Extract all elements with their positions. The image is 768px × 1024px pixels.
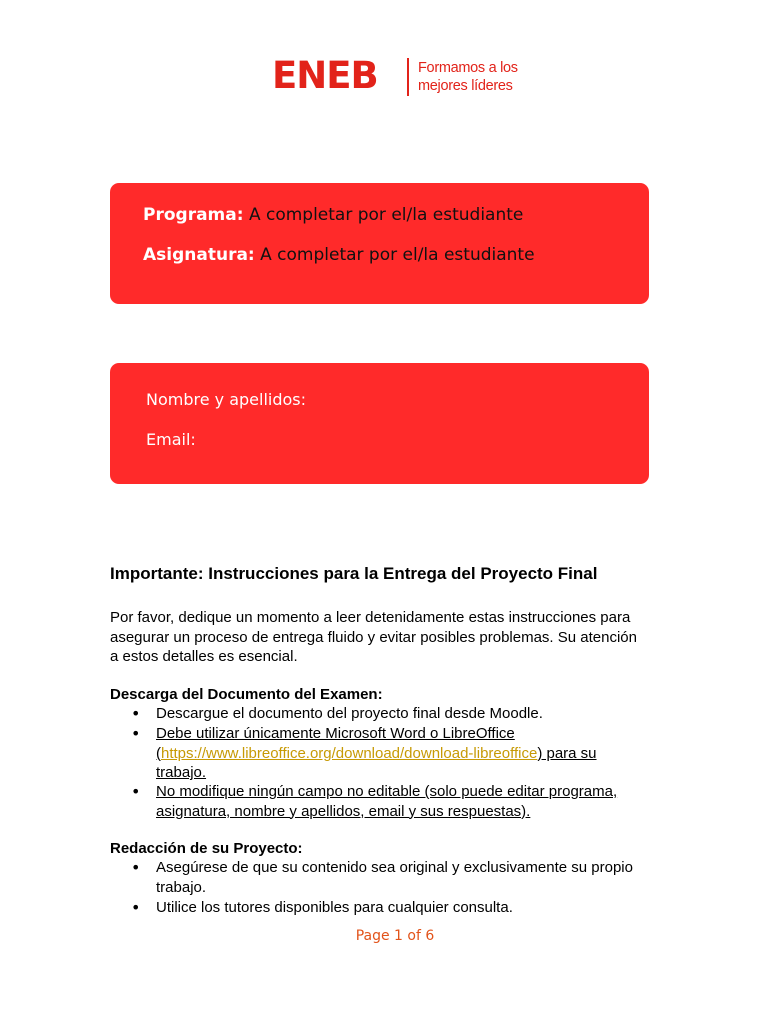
- logo-tagline-line1: Formamos a los: [418, 60, 518, 76]
- student-box: [110, 363, 649, 484]
- bullet-icon: •: [131, 724, 141, 743]
- libreoffice-download-link[interactable]: https://www.libreoffice.org/download/download-libreoffice: [161, 744, 538, 762]
- writing-item-1-line-2: trabajo.: [156, 878, 207, 896]
- logo-wordmark: ENEB: [272, 54, 378, 97]
- asignatura-field[interactable]: A completar por el/la estudiante: [260, 245, 535, 265]
- page-number: Page 1 of 6: [355, 928, 435, 944]
- download-item-3-line-2: asignatura, nombre y apellidos, email y sus respuestas).: [156, 802, 531, 820]
- name-field[interactable]: Nombre y apellidos:: [146, 390, 307, 409]
- section-download-title: Descarga del Documento del Examen:: [110, 686, 383, 703]
- logo-divider: [407, 58, 409, 96]
- logo-tagline: [418, 59, 558, 95]
- instructions-title: Importante: Instrucciones para la Entrega del Proyecto Final: [110, 564, 598, 583]
- asignatura-row: [143, 244, 535, 266]
- writing-item-1-line-1: Asegúrese de que su contenido sea original y exclusivamente su propio: [156, 859, 633, 876]
- intro-line-2: asegurar un proceso de entrega fluido y evitar posibles problemas. Su atención: [110, 628, 637, 646]
- intro-line-3: a estos detalles es esencial.: [110, 648, 298, 665]
- programa-label: Programa:: [143, 205, 244, 225]
- paren-open: (: [156, 744, 161, 762]
- writing-item-2: Utilice los tutores disponibles para cualquier consulta.: [156, 899, 513, 916]
- email-field[interactable]: Email:: [146, 430, 196, 449]
- intro-line-1: Por favor, dedique un momento a leer detenidamente estas instrucciones para: [110, 609, 631, 626]
- programa-row: [143, 204, 523, 226]
- asignatura-label: Asignatura:: [143, 245, 255, 265]
- download-item-2-line-3: trabajo.: [156, 764, 207, 781]
- download-item-2-line-1: Debe utilizar únicamente Microsoft Word o LibreOffice: [156, 725, 515, 742]
- bullet-icon: •: [131, 898, 141, 917]
- programa-field[interactable]: A completar por el/la estudiante: [248, 205, 524, 225]
- bullet-icon: •: [131, 858, 141, 877]
- logo-tagline-line2: mejores líderes: [418, 78, 513, 94]
- download-item-1: Descargue el documento del proyecto final desde Moodle.: [156, 705, 543, 722]
- download-item-3-line-1: No modifique ningún campo no editable (solo puede editar programa,: [156, 783, 618, 800]
- link-trailing-text: ) para su: [537, 744, 597, 762]
- bullet-icon: •: [131, 782, 141, 801]
- section-writing-title: Redacción de su Proyecto:: [110, 840, 303, 857]
- download-item-2-line-2: [156, 744, 597, 764]
- program-box: [110, 183, 649, 304]
- bullet-icon: •: [131, 704, 141, 723]
